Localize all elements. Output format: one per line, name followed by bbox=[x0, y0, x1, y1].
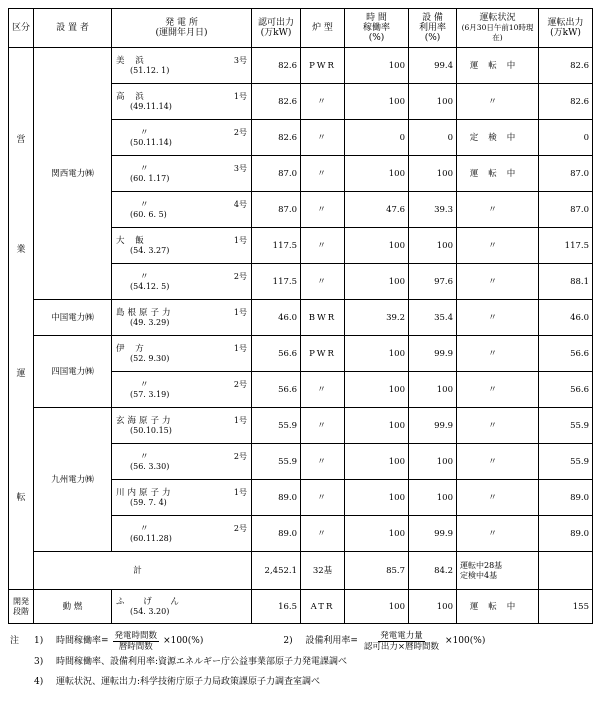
header-row bbox=[9, 9, 593, 48]
reactor-type-cell: PWR bbox=[301, 48, 345, 84]
facility-util-cell: 100 bbox=[409, 228, 457, 264]
header-region: 区分 bbox=[9, 9, 34, 48]
plant-unit: 1号 bbox=[233, 91, 247, 101]
operator-kansai: 関西電力㈱ bbox=[34, 48, 112, 300]
output-cell: 56.6 bbox=[539, 336, 593, 372]
header-capacity bbox=[252, 9, 301, 48]
region-char: 業 bbox=[16, 244, 26, 255]
header-util-line2: 稼働率 bbox=[362, 23, 390, 33]
plant-name: 〃 bbox=[140, 523, 153, 534]
plant-date: (52. 9.30) bbox=[130, 353, 170, 363]
region-development bbox=[9, 590, 34, 624]
status-cell: 定検中 bbox=[457, 120, 539, 156]
status-cell: 〃 bbox=[457, 228, 539, 264]
note-2-numerator: 発電電力量 bbox=[380, 630, 423, 641]
header-reactor-type: 炉 型 bbox=[301, 9, 345, 48]
plant-name: 島根原子力 bbox=[116, 307, 174, 318]
plant-date: (57. 3.19) bbox=[130, 389, 170, 399]
output-cell: 0 bbox=[539, 120, 593, 156]
reactor-type-cell: 〃 bbox=[301, 516, 345, 552]
table-row bbox=[9, 408, 593, 444]
plant-name: 美 浜 bbox=[116, 55, 148, 66]
time-util-cell: 100 bbox=[345, 372, 409, 408]
facility-util-cell: 35.4 bbox=[409, 300, 457, 336]
plant-date: (59. 7. 4) bbox=[130, 497, 167, 507]
plant-cell bbox=[112, 590, 252, 624]
note-1-label: 時間稼働率= bbox=[56, 636, 109, 646]
status-cell: 〃 bbox=[457, 300, 539, 336]
plant-name: 〃 bbox=[140, 451, 153, 462]
note-3-row bbox=[10, 652, 590, 672]
plant-date: (60. 1.17) bbox=[130, 173, 170, 183]
capacity-cell: 55.9 bbox=[252, 408, 301, 444]
capacity-cell: 89.0 bbox=[252, 516, 301, 552]
plant-name: 〃 bbox=[140, 271, 153, 282]
note-2-tail: ×100(%) bbox=[445, 636, 486, 646]
output-cell: 88.1 bbox=[539, 264, 593, 300]
time-util-cell: 100 bbox=[345, 480, 409, 516]
capacity-cell: 89.0 bbox=[252, 480, 301, 516]
time-util-cell: 100 bbox=[345, 516, 409, 552]
table-body bbox=[9, 48, 593, 624]
plant-name: 大 飯 bbox=[116, 235, 148, 246]
time-util-cell: 100 bbox=[345, 228, 409, 264]
header-capacity-line2: (万kW) bbox=[260, 28, 292, 38]
plant-unit: 3号 bbox=[233, 163, 247, 173]
capacity-cell: 87.0 bbox=[252, 192, 301, 228]
capacity-cell: 82.6 bbox=[252, 48, 301, 84]
header-status-line2: (6月30日午前10時現在) bbox=[461, 23, 534, 42]
header-plant bbox=[112, 9, 252, 48]
reactor-type-cell: 〃 bbox=[301, 408, 345, 444]
region-commercial bbox=[9, 48, 34, 590]
footnotes bbox=[10, 630, 590, 692]
header-status-line1: 運転状況 bbox=[479, 13, 516, 23]
status-cell: 〃 bbox=[457, 444, 539, 480]
time-util-cell: 100 bbox=[345, 84, 409, 120]
output-cell: 155 bbox=[539, 590, 593, 624]
total-status-inspection: 定検中4基 bbox=[460, 570, 498, 580]
note-4-number: 4) bbox=[34, 677, 44, 687]
time-util-cell: 100 bbox=[345, 156, 409, 192]
reactor-type-cell: 〃 bbox=[301, 372, 345, 408]
facility-util-cell: 99.9 bbox=[409, 516, 457, 552]
plant-unit: 1号 bbox=[233, 235, 247, 245]
table-row bbox=[9, 336, 593, 372]
status-cell: 運転中 bbox=[457, 48, 539, 84]
plant-unit: 2号 bbox=[233, 451, 247, 461]
header-util-line1: 時 間 bbox=[366, 13, 387, 23]
note-3-number: 3) bbox=[34, 657, 44, 667]
capacity-cell: 56.6 bbox=[252, 336, 301, 372]
reactor-type-cell: 〃 bbox=[301, 444, 345, 480]
plant-cell bbox=[112, 444, 252, 480]
plant-unit: 2号 bbox=[233, 379, 247, 389]
dev-region-line1: 開発 bbox=[13, 596, 29, 606]
time-util-cell: 100 bbox=[345, 408, 409, 444]
status-cell: 〃 bbox=[457, 516, 539, 552]
header-facility-line3: (%) bbox=[424, 33, 441, 43]
capacity-cell: 82.6 bbox=[252, 84, 301, 120]
total-facility-util: 84.2 bbox=[409, 552, 457, 590]
region-char: 営 bbox=[16, 134, 26, 145]
note-1-denominator: 暦時間数 bbox=[118, 641, 153, 652]
note-2-fraction bbox=[362, 631, 441, 652]
time-util-cell: 0 bbox=[345, 120, 409, 156]
plant-cell bbox=[112, 264, 252, 300]
total-capacity: 2,452.1 bbox=[252, 552, 301, 590]
table-row bbox=[9, 300, 593, 336]
header-util-line3: (%) bbox=[368, 33, 385, 43]
plant-name: 高 浜 bbox=[116, 91, 148, 102]
header-plant-line2: (運開年月日) bbox=[155, 28, 208, 38]
plant-operation-table bbox=[8, 8, 593, 624]
facility-util-cell: 100 bbox=[409, 444, 457, 480]
plant-unit: 1号 bbox=[233, 415, 247, 425]
facility-util-cell: 100 bbox=[409, 84, 457, 120]
time-util-cell: 100 bbox=[345, 444, 409, 480]
output-cell: 87.0 bbox=[539, 192, 593, 228]
note-2-label: 設備利用率= bbox=[305, 636, 358, 646]
facility-util-cell: 100 bbox=[409, 156, 457, 192]
plant-date: (50.11.14) bbox=[130, 137, 172, 147]
plant-cell bbox=[112, 48, 252, 84]
plant-cell bbox=[112, 228, 252, 264]
output-cell: 46.0 bbox=[539, 300, 593, 336]
capacity-cell: 55.9 bbox=[252, 444, 301, 480]
facility-util-cell: 99.9 bbox=[409, 408, 457, 444]
time-util-cell: 100 bbox=[345, 590, 409, 624]
plant-cell bbox=[112, 516, 252, 552]
reactor-type-cell: 〃 bbox=[301, 120, 345, 156]
facility-util-cell: 99.9 bbox=[409, 336, 457, 372]
total-unit-count: 32基 bbox=[301, 552, 345, 590]
output-cell: 82.6 bbox=[539, 84, 593, 120]
header-facility-line1: 設 備 bbox=[422, 13, 443, 23]
reactor-type-cell: BWR bbox=[301, 300, 345, 336]
plant-name: 伊 方 bbox=[116, 343, 148, 354]
output-cell: 87.0 bbox=[539, 156, 593, 192]
reactor-type-cell: PWR bbox=[301, 336, 345, 372]
status-cell: 〃 bbox=[457, 372, 539, 408]
facility-util-cell: 39.3 bbox=[409, 192, 457, 228]
header-capacity-line1: 認可出力 bbox=[257, 18, 294, 28]
facility-util-cell: 0 bbox=[409, 120, 457, 156]
plant-unit: 2号 bbox=[233, 127, 247, 137]
plant-cell bbox=[112, 408, 252, 444]
capacity-cell: 16.5 bbox=[252, 590, 301, 624]
plant-cell bbox=[112, 120, 252, 156]
total-time-util: 85.7 bbox=[345, 552, 409, 590]
total-row bbox=[9, 552, 593, 590]
plant-cell bbox=[112, 192, 252, 228]
reactor-type-cell: 〃 bbox=[301, 84, 345, 120]
plant-cell bbox=[112, 84, 252, 120]
plant-cell bbox=[112, 300, 252, 336]
header-output-line1: 運転出力 bbox=[547, 18, 584, 28]
plant-cell bbox=[112, 372, 252, 408]
note-4-text: 運転状況、運転出力:科学技術庁原子力局政策課原子力調査室調べ bbox=[56, 677, 321, 687]
plant-date: (54.12. 5) bbox=[130, 281, 170, 291]
note-3-text: 時間稼働率、設備利用率:資源エネルギー庁公益事業部原子力発電課調べ bbox=[56, 657, 348, 667]
region-char: 転 bbox=[16, 492, 26, 503]
plant-date: (54. 3.20) bbox=[130, 606, 170, 616]
time-util-cell: 100 bbox=[345, 336, 409, 372]
time-util-cell: 100 bbox=[345, 264, 409, 300]
plant-cell bbox=[112, 480, 252, 516]
capacity-cell: 117.5 bbox=[252, 264, 301, 300]
plant-unit: 2号 bbox=[233, 523, 247, 533]
operator-chugoku: 中国電力㈱ bbox=[34, 300, 112, 336]
time-util-cell: 39.2 bbox=[345, 300, 409, 336]
plant-date: (50.10.15) bbox=[130, 425, 172, 435]
plant-date: (49. 3.29) bbox=[130, 317, 170, 327]
plant-unit: 2号 bbox=[233, 271, 247, 281]
status-cell: 〃 bbox=[457, 84, 539, 120]
facility-util-cell: 97.6 bbox=[409, 264, 457, 300]
plant-unit: 1号 bbox=[233, 343, 247, 353]
status-cell: 運転中 bbox=[457, 156, 539, 192]
header-output-line2: (万kW) bbox=[550, 28, 581, 38]
plant-name: 玄海原子力 bbox=[116, 415, 174, 426]
plant-unit: 1号 bbox=[233, 487, 247, 497]
plant-name: 〃 bbox=[140, 379, 153, 390]
status-cell: 〃 bbox=[457, 336, 539, 372]
facility-util-cell: 100 bbox=[409, 590, 457, 624]
facility-util-cell: 99.4 bbox=[409, 48, 457, 84]
plant-unit: 1号 bbox=[233, 307, 247, 317]
table-row bbox=[9, 48, 593, 84]
reactor-type-cell: 〃 bbox=[301, 156, 345, 192]
output-cell: 55.9 bbox=[539, 444, 593, 480]
output-cell: 56.6 bbox=[539, 372, 593, 408]
note-1-fraction bbox=[113, 631, 160, 652]
plant-name: 〃 bbox=[140, 199, 153, 210]
plant-date: (60.11.28) bbox=[130, 533, 172, 543]
plant-date: (56. 3.30) bbox=[130, 461, 170, 471]
region-char: 運 bbox=[16, 368, 26, 379]
plant-date: (54. 3.27) bbox=[130, 245, 170, 255]
header-facility-utilization bbox=[409, 9, 457, 48]
capacity-cell: 87.0 bbox=[252, 156, 301, 192]
reactor-type-cell: ATR bbox=[301, 590, 345, 624]
plant-date: (60. 6. 5) bbox=[130, 209, 167, 219]
header-operator: 設 置 者 bbox=[34, 9, 112, 48]
facility-util-cell: 100 bbox=[409, 480, 457, 516]
total-status bbox=[457, 552, 539, 590]
status-cell: 〃 bbox=[457, 192, 539, 228]
operator-shikoku: 四国電力㈱ bbox=[34, 336, 112, 408]
header-plant-line1: 発 電 所 bbox=[165, 18, 198, 28]
total-label: 計 bbox=[34, 552, 252, 590]
plant-unit: 3号 bbox=[233, 55, 247, 65]
note-1-number: 1) bbox=[34, 636, 44, 646]
output-cell: 55.9 bbox=[539, 408, 593, 444]
plant-cell bbox=[112, 336, 252, 372]
total-status-running: 運転中28基 bbox=[460, 560, 503, 570]
reactor-type-cell: 〃 bbox=[301, 228, 345, 264]
notes-prefix: 注 bbox=[10, 636, 20, 646]
capacity-cell: 46.0 bbox=[252, 300, 301, 336]
header-status bbox=[457, 9, 539, 48]
nuclear-plant-table-page bbox=[8, 8, 592, 624]
reactor-type-cell: 〃 bbox=[301, 192, 345, 228]
plant-name: 〃 bbox=[140, 127, 153, 138]
header-output bbox=[539, 9, 593, 48]
dev-row bbox=[9, 590, 593, 624]
time-util-cell: 100 bbox=[345, 48, 409, 84]
note-2-number: 2) bbox=[283, 636, 293, 646]
operator-development: 動 燃 bbox=[34, 590, 112, 624]
reactor-type-cell: 〃 bbox=[301, 480, 345, 516]
plant-name: 〃 bbox=[140, 163, 153, 174]
plant-name: ふ げ ん bbox=[116, 596, 187, 607]
note-2-denominator: 認可出力×暦時間数 bbox=[363, 641, 440, 652]
status-cell: 運転中 bbox=[457, 590, 539, 624]
header-time-utilization bbox=[345, 9, 409, 48]
header-facility-line2: 利用率 bbox=[418, 23, 446, 33]
plant-date: (49.11.14) bbox=[130, 101, 172, 111]
plant-name: 川内原子力 bbox=[116, 487, 174, 498]
total-output bbox=[539, 552, 593, 590]
capacity-cell: 56.6 bbox=[252, 372, 301, 408]
capacity-cell: 117.5 bbox=[252, 228, 301, 264]
plant-unit: 4号 bbox=[233, 199, 247, 209]
output-cell: 89.0 bbox=[539, 480, 593, 516]
operator-kyushu: 九州電力㈱ bbox=[34, 408, 112, 552]
capacity-cell: 82.6 bbox=[252, 120, 301, 156]
facility-util-cell: 100 bbox=[409, 372, 457, 408]
note-1-numerator: 発電時間数 bbox=[114, 630, 158, 641]
time-util-cell: 47.6 bbox=[345, 192, 409, 228]
plant-cell bbox=[112, 156, 252, 192]
status-cell: 〃 bbox=[457, 480, 539, 516]
note-4-row bbox=[10, 672, 590, 692]
status-cell: 〃 bbox=[457, 264, 539, 300]
output-cell: 89.0 bbox=[539, 516, 593, 552]
status-cell: 〃 bbox=[457, 408, 539, 444]
note-formula-row bbox=[10, 630, 590, 652]
note-1-tail: ×100(%) bbox=[163, 636, 204, 646]
output-cell: 117.5 bbox=[539, 228, 593, 264]
dev-region-line2: 段階 bbox=[13, 606, 29, 616]
output-cell: 82.6 bbox=[539, 48, 593, 84]
reactor-type-cell: 〃 bbox=[301, 264, 345, 300]
plant-date: (51.12. 1) bbox=[130, 65, 170, 75]
